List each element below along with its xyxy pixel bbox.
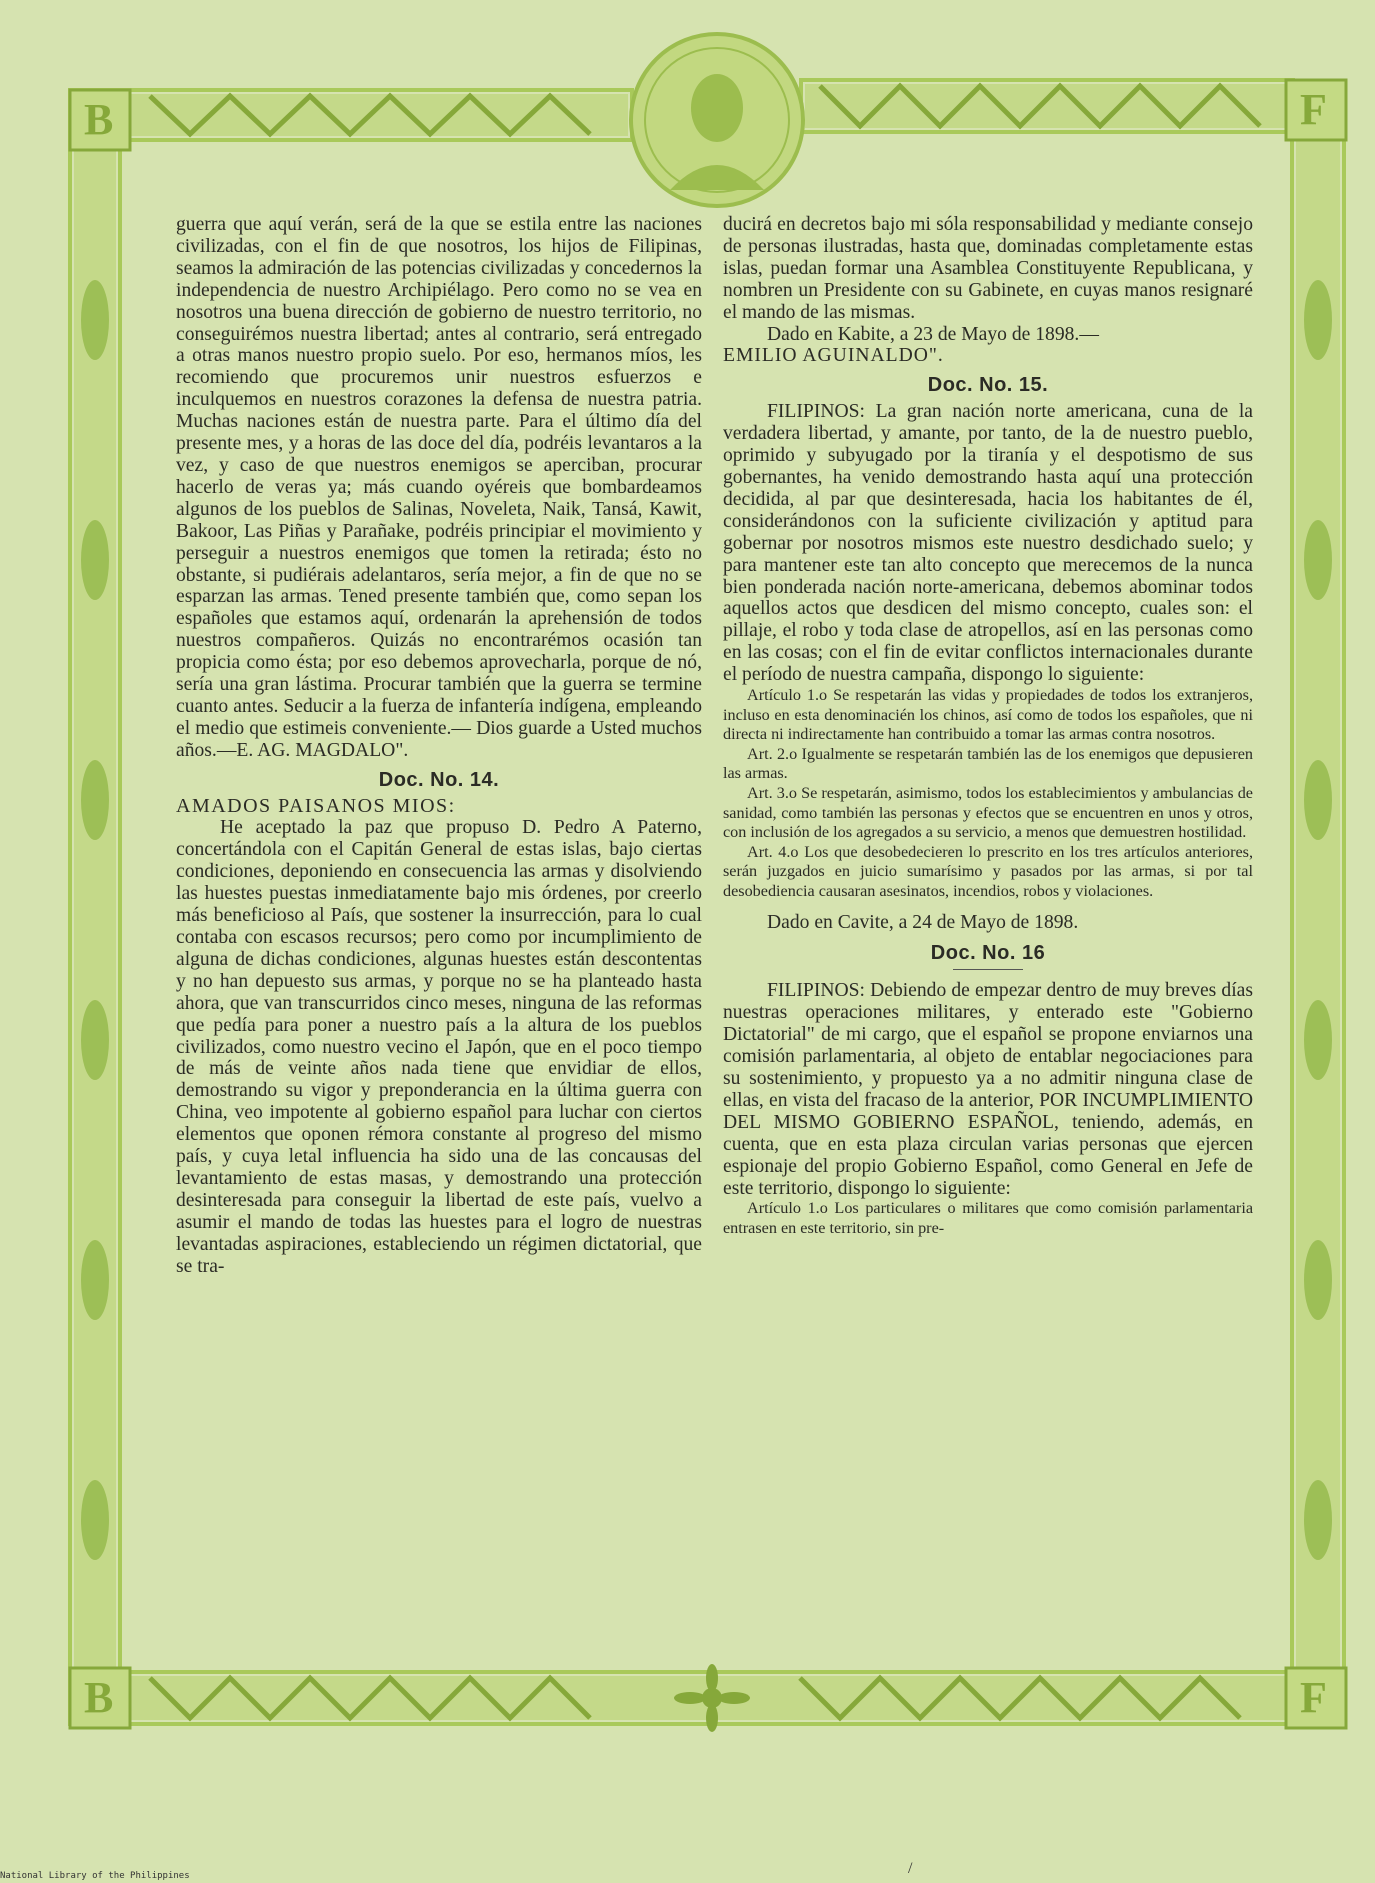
doc-15-article-3: Art. 3.o Se respetarán, asimismo, todos los establecimientos y ambulancias de sanidad, como también las personas y efectos que se encuentren en unos y otros, con inclusión de los agregados a su servicio, a menos que demuestren hostilidad. <box>723 784 1253 842</box>
doc-16-heading: Doc. No. 16 <box>930 942 1046 965</box>
paragraph: ducirá en decretos bajo mi sóla responsabilidad y mediante consejo de personas ilustradas, hasta que, dominadas completamente estas islas, puedan formar una Asamblea Constituyente Republicana, y nombren un Presidente con su Gabinete, en cuyas manos resignaré el mando de las mismas. <box>723 214 1253 323</box>
doc-15-article-2: Art. 2.o Igualmente se respetarán también las de los enemigos que depusieren las armas. <box>723 744 1253 783</box>
doc-15-date-line: Dado en Cavite, a 24 de Mayo de 1898. <box>767 911 1079 933</box>
doc-15-heading: Doc. No. 15. <box>927 374 1049 397</box>
medallion-portrait <box>631 34 803 206</box>
doc-14-salutation: AMADOS PAISANOS MIOS: <box>176 794 456 817</box>
page-mark: / <box>908 1860 913 1877</box>
doc-14-paragraph: He aceptado la paz que propuso D. Pedro A Paterno, concertándola con el Capitán General de estas islas, bajo ciertas condiciones, deponiendo en consecuencia las armas y disolviendo las huestes puestas inmediatamente bajo mis órdenes, por creerlo más beneficioso al País, que sostener la insurrección, para lo cual contaba con escasos recursos; pero como por incumplimiento de alguna de dichas condiciones, algunas huestes están descontentas y no han depuesto sus armas, y porque no se ha planteado hasta ahora, que van transcurridos cinco meses, ninguna de las reformas que pedía para poner a nuestro país a la altura de los pueblos civilizados, como nuestro vecino el Japón, que en el poco tiempo de más de veinte años nada tiene que envidiar de ellos, demostrando su vigor y preponderancia en la última guerra con China, veo impotente al gobierno español para luchar con ciertos elementos que oponen rémora constante al progreso del mismo país, y cuya letal influencia ha sido una de las concausas del levantamiento de estas masas, y demostrando una protección desinteresada para conseguir la libertad de este país, vuelvo a asumir el mando de todas las huestes para el logro de nuestras levantadas aspiraciones, estableciendo un régimen dictatorial, que se tra- <box>176 817 702 1277</box>
right-column <box>723 214 1253 1239</box>
doc-15-paragraph: FILIPINOS: La gran nación norte americana, cuna de la verdadera libertad, y amante, por tanto, de la de nuestro pueblo, oprimido y subyugado por la tiranía y el despotismo de sus gobernantes, ha venido demostrando hasta aquí una protección decidida, al par que desinteresada, hacia los habitantes de él, considerándonos con la suficiente civilización y aptitud para gobernar por nosotros mismos este nuestro desdichado suelo; y para mantener este tan alto concepto que merecemos de la nunca bien ponderada nación norte-americana, debemos abominar todos aquellos actos que desdicen del mismo concepto, cuales son: el pillaje, el robo y toda clase de atropellos, así en las personas como en las cosas; con el fin de evitar conflictos internacionales durante el período de nuestra campaña, dispongo lo siguiente: <box>723 401 1253 686</box>
signature: EMILIO AGUINALDO". <box>723 345 944 367</box>
doc-16-paragraph: FILIPINOS: Debiendo de empezar dentro de muy breves días nuestras operaciones militares, y enterado este "Gobierno Dictatorial" de mi cargo, que el español se propone enviarnos una comisión parlamentaria, al objeto de entablar negociaciones para su sostenimiento, y propuesto ya a no admitir ninguna clase de ellas, en vista del fracaso de la anterior, POR INCUMPLIMIENTO DEL MISMO GOBIERNO ESPAÑOL, teniendo, además, en cuenta, que en esta plaza circulan varias personas que ejercen espionaje del propio Gobierno Español, como General en Jefe de este territorio, dispongo lo siguiente: <box>723 980 1253 1199</box>
left-column <box>176 214 702 1278</box>
doc-15-article-1: Artículo 1.o Se respetarán las vidas y propiedades de todos los extranjeros, incluso en esta denominacién los chinos, así como de todos los españoles, que ni directa ni indirectamente han contribuido a tomar las armas contra nosotros. <box>723 686 1253 744</box>
doc-15-article-4: Art. 4.o Los que desobedecieren lo prescrito en los tres artículos anteriores, serán juzgados en juicio sumarísimo y pasados por las armas, si por tal desobediencia causaran asesinatos, incendios, robos y violaciones. <box>723 842 1253 900</box>
corner-letter: F <box>1300 85 1327 134</box>
date-line: Dado en Kabite, a 23 de Mayo de 1898.— <box>767 323 1099 345</box>
corner-letter: B <box>84 1673 114 1722</box>
paragraph: guerra que aquí verán, será de la que se estila entre las naciones civilizadas, con el fin de que nosotros, los hijos de Filipinas, seamos la admiración de las potencias civilizadas y concedernos la independencia de nuestro Archipiélago. Pero como no se vea en nosotros una buena dirección de gobierno de nuestro territorio, no conseguirémos nuestra libertad; antes al contrario, será entregado a otras manos nuestro propio suelo. Por eso, hermanos míos, les recomiendo que procuremos unir nuestros esfuerzos e inculquemos en nuestros corazones la defensa de nuestra patria. Muchas naciones están de nuestra parte. Para el último día del presente mes, y a horas de las doce del día, podréis levantaros a la vez, y caso de que nuestros enemigos se aperciban, procurar hacerlo de veras ya; más cuando oyéreis que bombardeamos algunos de los pueblos de Salinas, Noveleta, Naik, Tansá, Kawit, Bakoor, Las Piñas y Parañake, podréis principiar el movimiento y perseguir a nuestros enemigos que tomen la retirada; ésto no obstante, si pudiérais adelantaros, sería mejor, a fin de que no se esparzan las armas. Tened presente también que, como sepan los españoles que estamos aquí, ordenarán la aprehensión de todos nuestros compañeros. Quizás no encontrarémos ocasión tan propicia como ésta; por eso debemos aprovecharla, porque de nó, sería una gran lástima. Procurar también que la guerra se termine cuanto antes. Seducir a la fuerza de infantería indígena, empleando el medio que estimeis conveniente.— Dios guarde a Usted muchos años.—E. AG. MAGDALO". <box>176 214 702 761</box>
corner-letter: F <box>1300 1673 1327 1722</box>
library-credit: National Library of the Philippines <box>0 1871 190 1881</box>
doc-16-article-1: Artículo 1.o Los particulares o militares que como comisión parlamentaria entrasen en este territorio, sin pre- <box>723 1199 1253 1238</box>
doc-14-heading: Doc. No. 14. <box>378 768 500 791</box>
corner-letter: B <box>84 95 114 144</box>
heading-rule <box>953 969 1023 970</box>
